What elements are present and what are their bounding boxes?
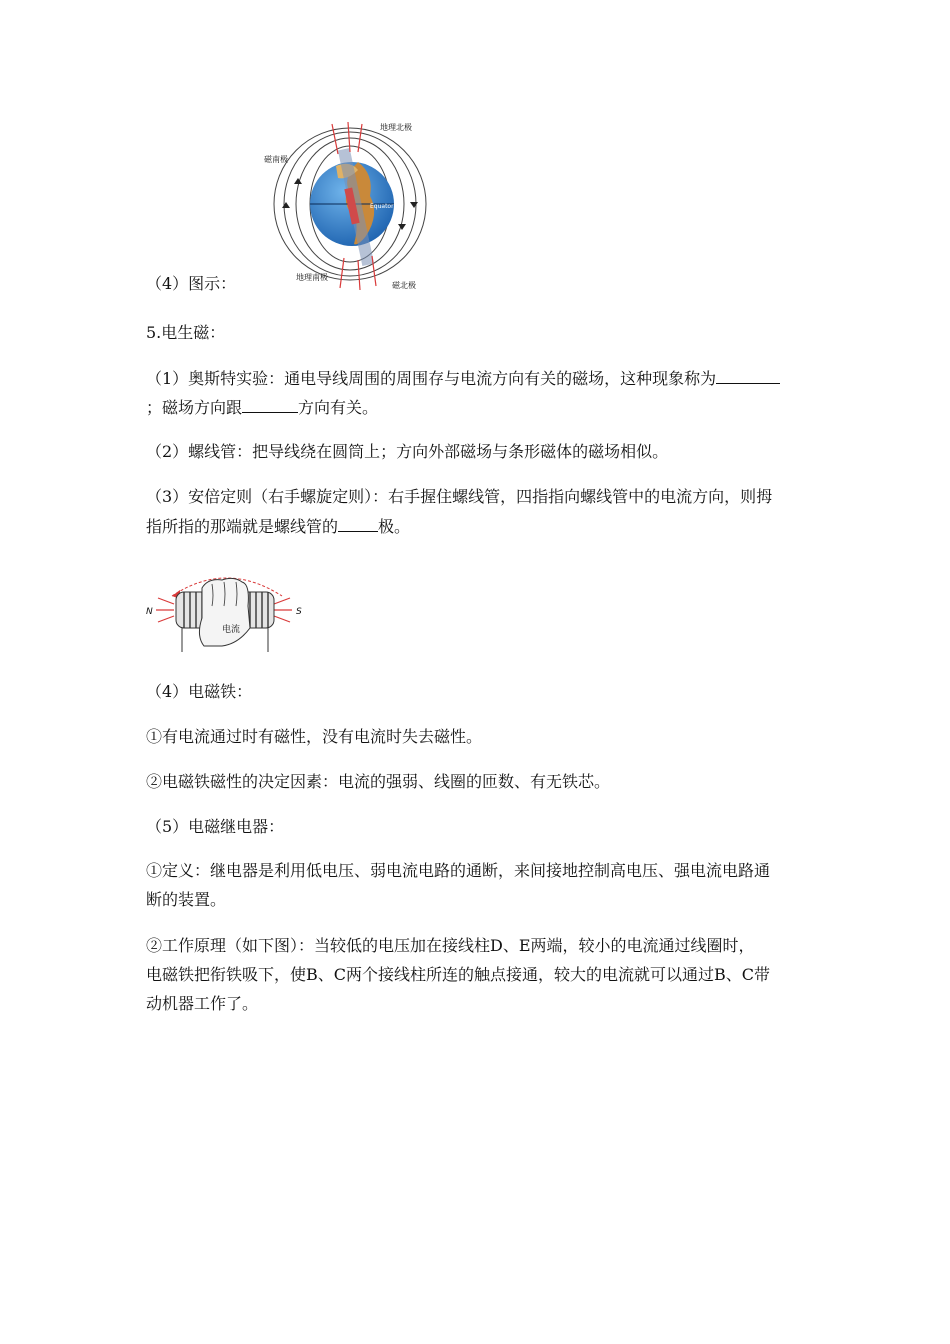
answer-blank-2[interactable]	[242, 396, 298, 413]
oersted-text1: （1）奥斯特实验：通电导线周围的周围存与电流方向有关的磁场，这种现象称为	[146, 369, 717, 388]
current-label: 电流	[222, 625, 241, 635]
oersted-line2	[146, 396, 378, 419]
electromagnet-title: （4）电磁铁：	[146, 682, 253, 701]
electromagnet-p1: ①有电流通过时有磁性，没有电流时失去磁性。	[146, 727, 483, 746]
ampere-text2a: 指所指的那端就是螺线管的	[146, 517, 339, 536]
answer-blank-1[interactable]	[716, 367, 780, 384]
relay-def-line1: ①定义：继电器是利用低电压、弱电流电路的通断，来间接地控制高电压、强电流电路通	[146, 861, 771, 880]
relay-title: （5）电磁继电器：	[146, 817, 285, 836]
equator-label: Equator	[370, 203, 394, 210]
oersted-text2a: ；磁场方向跟	[146, 398, 243, 417]
north-pole-label: N	[146, 607, 153, 617]
relay-work-line1: ②工作原理（如下图）：当较低的电压加在接线柱D、E两端，较小的电流通过线圈时，	[146, 936, 755, 955]
relay-def-line2: 断的装置。	[146, 890, 227, 909]
solenoid-text: （2）螺线管：把导线绕在圆筒上；方向外部磁场与条形磁体的磁场相似。	[146, 442, 669, 461]
geo-south-label: 地理南极	[296, 273, 328, 282]
geo-north-label: 地理北极	[380, 123, 412, 132]
earth-magnetic-field-figure	[262, 118, 438, 294]
solenoid-hand-figure	[142, 566, 310, 652]
relay-work-line2: 电磁铁把衔铁吸下，使B、C两个接线柱所连的触点接通，较大的电流就可以通过B、C带	[146, 965, 771, 984]
ampere-line2	[146, 515, 410, 538]
ampere-line1: （3）安倍定则（右手螺旋定则）：右手握住螺线管，四指指向螺线管中的电流方向，则拇	[146, 487, 773, 506]
oersted-text2b: 方向有关。	[298, 398, 379, 417]
ampere-text2b: 极。	[378, 517, 411, 536]
item4-label: （4）图示：	[146, 274, 237, 293]
relay-work-line3: 动机器工作了。	[146, 994, 259, 1013]
answer-blank-3[interactable]	[338, 515, 378, 532]
mag-south-label: 磁南极	[264, 155, 288, 164]
section5-title: 5.电生磁：	[146, 323, 226, 342]
oersted-line1	[146, 367, 780, 390]
mag-north-label: 磁北极	[392, 281, 416, 290]
electromagnet-p2: ②电磁铁磁性的决定因素：电流的强弱、线圈的匝数、有无铁芯。	[146, 772, 611, 791]
south-pole-label: S	[296, 607, 302, 617]
